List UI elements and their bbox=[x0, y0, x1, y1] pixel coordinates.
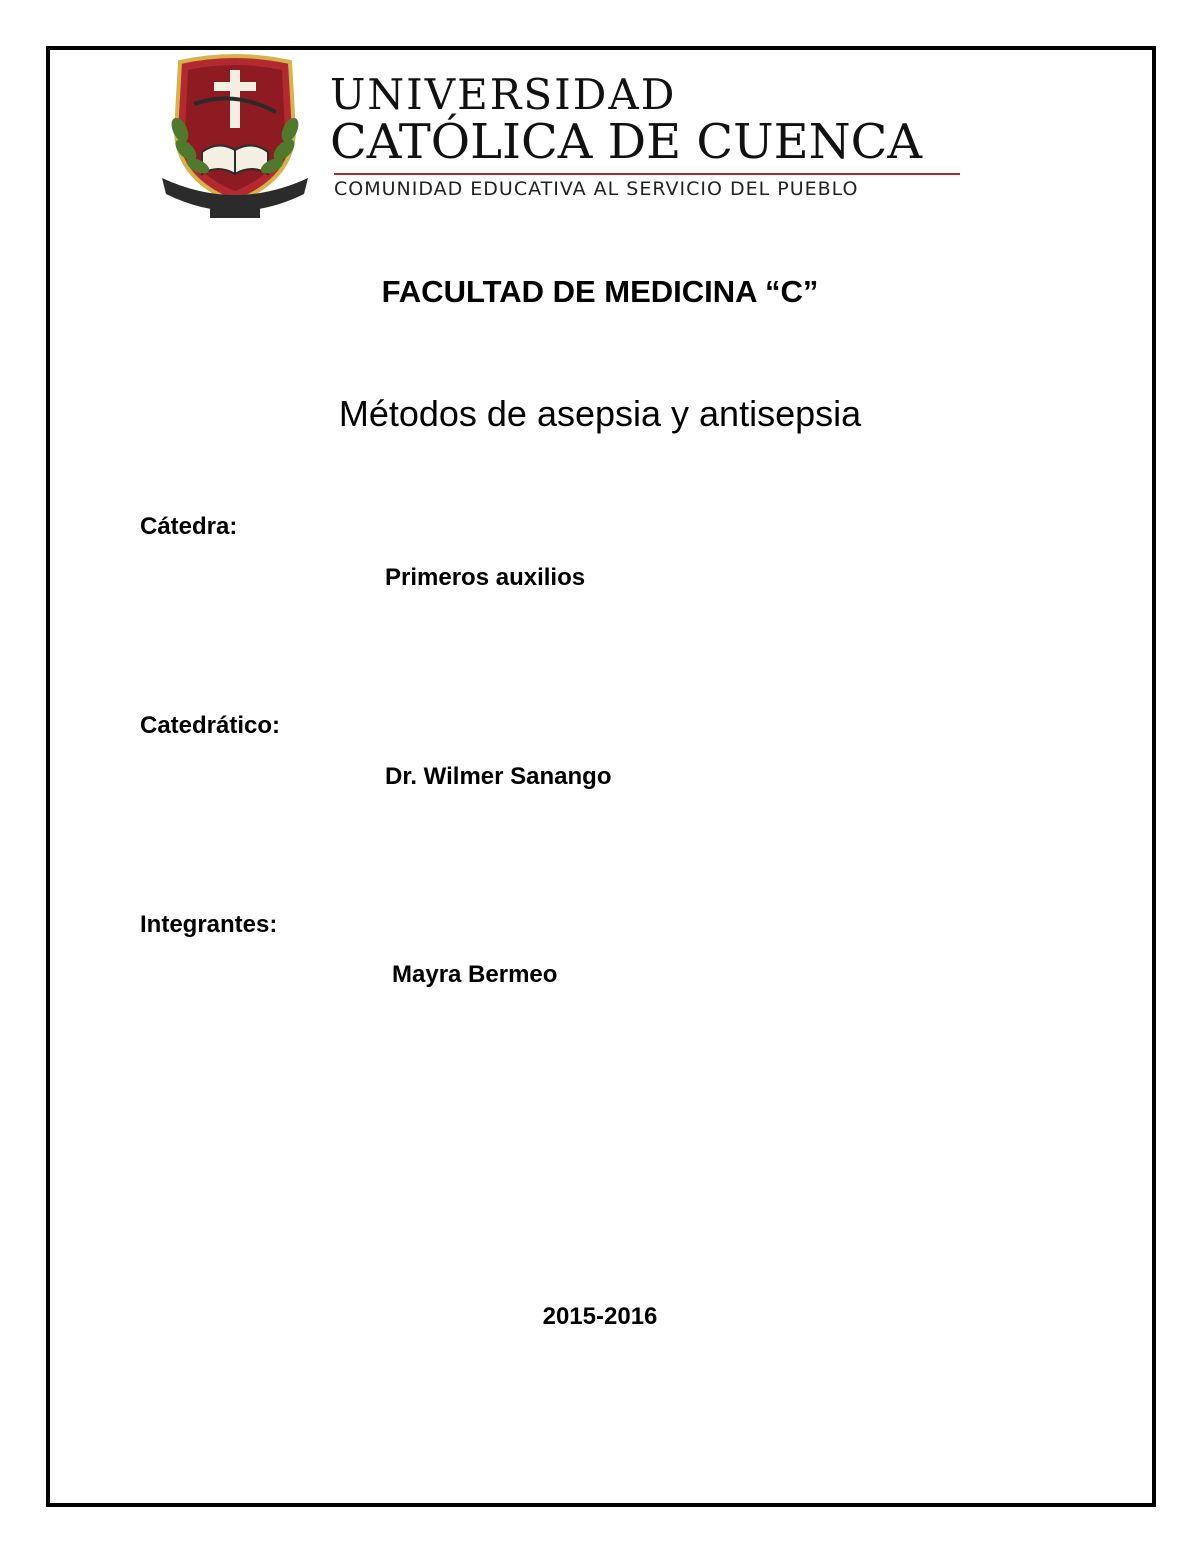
academic-period: 2015-2016 bbox=[542, 1303, 658, 1330]
faculty-heading: FACULTAD DE MEDICINA “C” bbox=[381, 274, 819, 309]
catedratico-value: Dr. Wilmer Sanango bbox=[385, 763, 612, 790]
document-title: Métodos de asepsia y antisepsia bbox=[338, 393, 862, 434]
university-name-line1: UNIVERSIDAD bbox=[330, 70, 677, 119]
catedratico-label: Catedrático: bbox=[140, 712, 281, 739]
university-rule bbox=[334, 173, 960, 175]
catedra-value: Primeros auxilios bbox=[385, 564, 586, 591]
university-motto: COMUNIDAD EDUCATIVA AL SERVICIO DEL PUEBLO bbox=[334, 178, 859, 200]
catedra-label: Cátedra: bbox=[140, 513, 238, 540]
integrantes-label: Integrantes: bbox=[140, 911, 278, 938]
crest-cross-horizontal bbox=[214, 82, 256, 91]
integrantes-value: Mayra Bermeo bbox=[392, 961, 558, 988]
university-crest-logo bbox=[158, 52, 312, 220]
university-name-line2: CATÓLICA DE CUENCA bbox=[330, 114, 923, 170]
crest-city-plate bbox=[210, 204, 260, 218]
